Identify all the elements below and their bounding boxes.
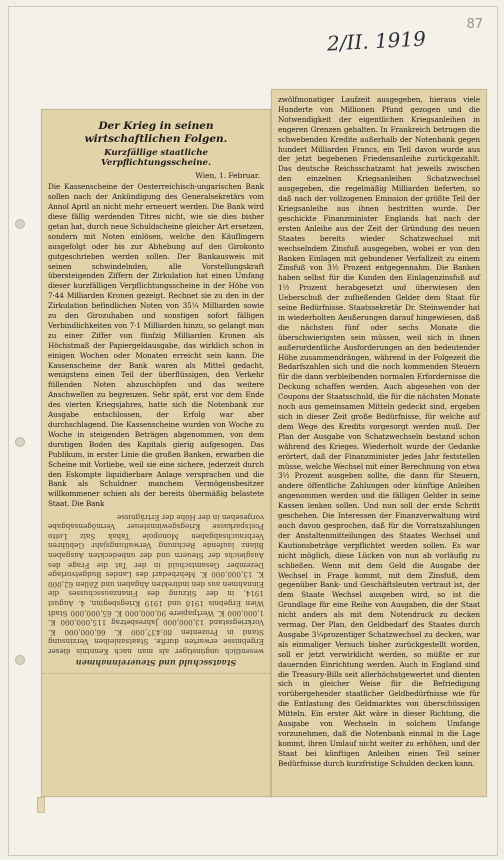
article-subheadline: Kurzfällige staatliche Verpflichtungsscheine. [101,148,211,169]
article-dateline: Wien, 1. Februar. [195,171,260,181]
right-newspaper-clipping [271,89,487,797]
punch-hole [15,219,25,229]
article-body-left: Die Kassenscheine der Oesterreichisch-ungarischen Bank sollen nach der Ankündigung des Generalsekretärs vom Annol April an nicht mehr erneuert werden. Die Bank wird diese fällig werdenden Titres nicht, wie sie dies bisher getan hat, durch neue Schuldscheine gleicher Art ersetzen, sondern mit Noten einlösen, welche den Käuflingern ausgefolgt oder bis zur Abhebung auf den Girokonto gutgeschrieben werden sollen. Der Bankausweis mit seinen schwindelnden, alle Vorstellungskraft übersteigenden Ziffern der Zirkulation hat einen Umfang dieser kurzfälligen Verpflichtungsscheine in der Höhe von 7·44 Milliarden Kronen gezeigt. Rechnet sie zu den in der Zirkulation befindlichen Noten von 35¼ Milliarden sowie zu den Girozuhaben und sonstigen sofort fälligen Verbindlichkeiten von 7·1 Milliarden hinzu, so gelangt man zu einer Ziffer von fünfzig Milliarden Kronen als Höchstmaß der Papiergeldausgabe, das wirklich schon in einigen Wochen oder Monaten erreicht sein kann. Die Kassenscheine der Bank waren als Mittel gedacht, wenigstens einen Teil der überflüssigen, den Verkehr füllenden Noten abzuschöpfen und das weitere Anschwellen zu begrenzen. Sehr spät, erst vor dem Ende des vierten Kriegsjahres, hatte sich die Notenbank zur Ausgabe entschlossen, der Erfolg war aber durchschlagend. Die Kassenscheine wurden von Woche zu Woche in steigenden Beträgen abgenommen, von dem durstigen Boden des Kapitals gierig aufgesogen. Das Publikum, in erster Linie die großen Banken, erwarben die Scheine mit Vorliebe, weil sie eine sichere, jederzeit durch den Eskompte liquidierbare Anlage versprachen und die Bank als Schuldner manchem Vermögensbesitzer willkommener schien als der bereits übermäßig belastete Staat. Die Bank [48,182,264,509]
article-body-right: zwölfmonatiger Laufzeit ausgegeben, hieraus viele Hunderte von Millionen Pfund gezogen und die Notwendigkeit der eigentlichen Kriegsanleihen in engeren Grenzen gehalten. In Frankreich betrugen die schwebenden Kredite außerhalb der Notenbank gegen hundert Milliarden Francs, ein Teil davon wurde aus der jetzt begebenen Friedensanleihe zurückgezahlt. Das deutsche Reichsschatzamt hat jeweils zwischen den einzelnen Kriegsanleihen Schatzwechsel ausgegeben, die regelmäßig Milliarden lieferten, so daß nach der vollzogenen Emission der größte Teil der Kriegsanleihe aus ihnen bestritten wurde. Der geschickte Finanzminister Englands hat nach der ersten Anleihe aus der Zeit der Gründung des neuen Staates bereits wieder Schatzwechsel mit wechselndem Zinsfuß ausgegeben, wobei er von den Banken Einlagen mit gebundener Verfallzeit zu einem Zinsfuß von 3½ Prozent entgegennahm. Die Banken haben selbst für die Kunden den Einlagenzinsfuß auf 1½ Prozent herabgesetzt und überwiesen den Ueberschuß der zufließenden Gelder dem Staat für seine Bedürfnisse. Staatssekretär Dr. Steinwender hat in wiederholten Aeußerungen darauf hingewiesen, daß die nächsten fünf oder sechs Monate die überschwierigsten sein müssen, weil sich in ihnen außerordentliche Ausforderungen an den bedeutender Höhe zusammendrängen, während in der Folgezeit die Bedarfszahlen sich und die noch kommenden Steuern für die dann verbleibenden normalen Erfordernisse die Deckung schaffen werden. Auch abgesehen von der Coupons der Staatsschuld, die für die nächsten Monate noch aus gemeinsamen Mitteln gedeckt sind, ergeben sich in dieser Zeit große Bedürfnisse, für welche auf dem Wege des Kredits vorgesorgt werden muß. Der Plan der Ausgabe von Schatzwechseln bestand schon während des Krieges. Wiederholt wurde der Gedanke erörtert, daß der Finanzminister jedes Jahr feststellen müsse, welche Wechsel mit einer Berechnung von etwa 3½ Prozent ausgeben sollte, die dann für Steuern, andere öffentliche Zahlungen oder künftige Anleihen angenommen werden und die fälligen Gelder in seine Kassen lenken sollen. Und nun soll der erste Schritt geschehen. Die Interessen der Finanzverwaltung wird auch davon gesprochen, daß für die Vorratszahlungen der Anstaltenmitteilungen des Staates Wechsel und Kautionsbeträge verpflichtet werden sollen. Es war nicht möglich, diese Lücken von nun ab vorläufig zu schließen. Wenn mit dem Geld die Ausgabe der Wechsel in Frage kommt, mit dem Zinsfuß, dem gegenüber Bank- und Geschäftsleuten vertraut ist, der dem Staate Wechsel ausgeben wird, so ist die Grundlage für eine Reihe von Ausgaben, die der Staat nicht anders als mit dem Notendruck zu decken vermag. Der Plan, den Geldbedarf des Staates durch Ausgabe 3¼prozentiger Schatzwechsel zu decken, war als einmaliger Versuch bisher zurückgestellt worden, soll er jetzt verwirklicht werden, so müßte er zur dauernden Einrichtung werden. Auch in England sind die Treasury-Bills seit allerhöchstgewertet und dienten sich in gleicher Weise für die Befriedigung vorübergehender staatlicher Geldbedürfnisse wie für die Entlastung des Geldmarktes von überschüssigen Mitteln. Ein erster Akt wäre in dieser Richtung, die Ausgabe von Wechseln in solchem Umfange vorzunehmen, daß die Notenbank einmal in die Lage kommt, ihren Umlauf nicht weiter zu erhöhen, und der Staat bei künftigen Anleihen einen Teil seiner Bedürfnisse durch kurzfristige Schulden decken kann. [278,95,480,768]
handwritten-date: 2/II. 1919 [326,26,427,56]
article-headline: Der Krieg in seinen wirtschaftlichen Folgen. [84,120,228,146]
punch-hole [15,437,25,447]
upside-down-title: Staatsschuld und Steuereinnahmen [75,658,237,669]
page-number: 87 [466,17,483,32]
archive-page [8,6,498,856]
upside-down-body: wesentlich ungünstiger als man nach Kenntnis dieser Ergebnisse erwarten durfte. Staatsanleihen Verzinsung Stand in Prozenten 80,437,000 K. 66,000,000 K. Vorkriegsstand 13,000,000 Jahresbetrag 115,000,000 K. 1,000,000 K. Wertpapiere 90,000,000 K. 65,000,000 Stadt Wien Ergebnis 1918 und 1919 Kriegsbeginn, 4. August 1914, in der Sitzung des Finanzausschusses die Einnahmen aus den indirekten Abgaben und Zöllen 62,000 K. 13,000,000 K. Mehrbedarf des Landes Budgetvorlage Dezember Gesamtschuld in der Tat die Frage des Ausgleichs der Steuern und der unbedeckten Ausgaben Bilanz laufende Rechnung Verwaltungsjahr Gebühren Verbrauchsabgaben Monopole Tabak Salz Lotto Postsparkasse Kriegsgewinnsteuer Vermögensabgabe vorgesehen in der Höhe der Erträgnisse [48,512,264,657]
paper-tab [37,797,45,813]
upside-down-article [42,512,270,674]
punch-hole [15,655,25,665]
left-newspaper-clipping [41,109,271,797]
